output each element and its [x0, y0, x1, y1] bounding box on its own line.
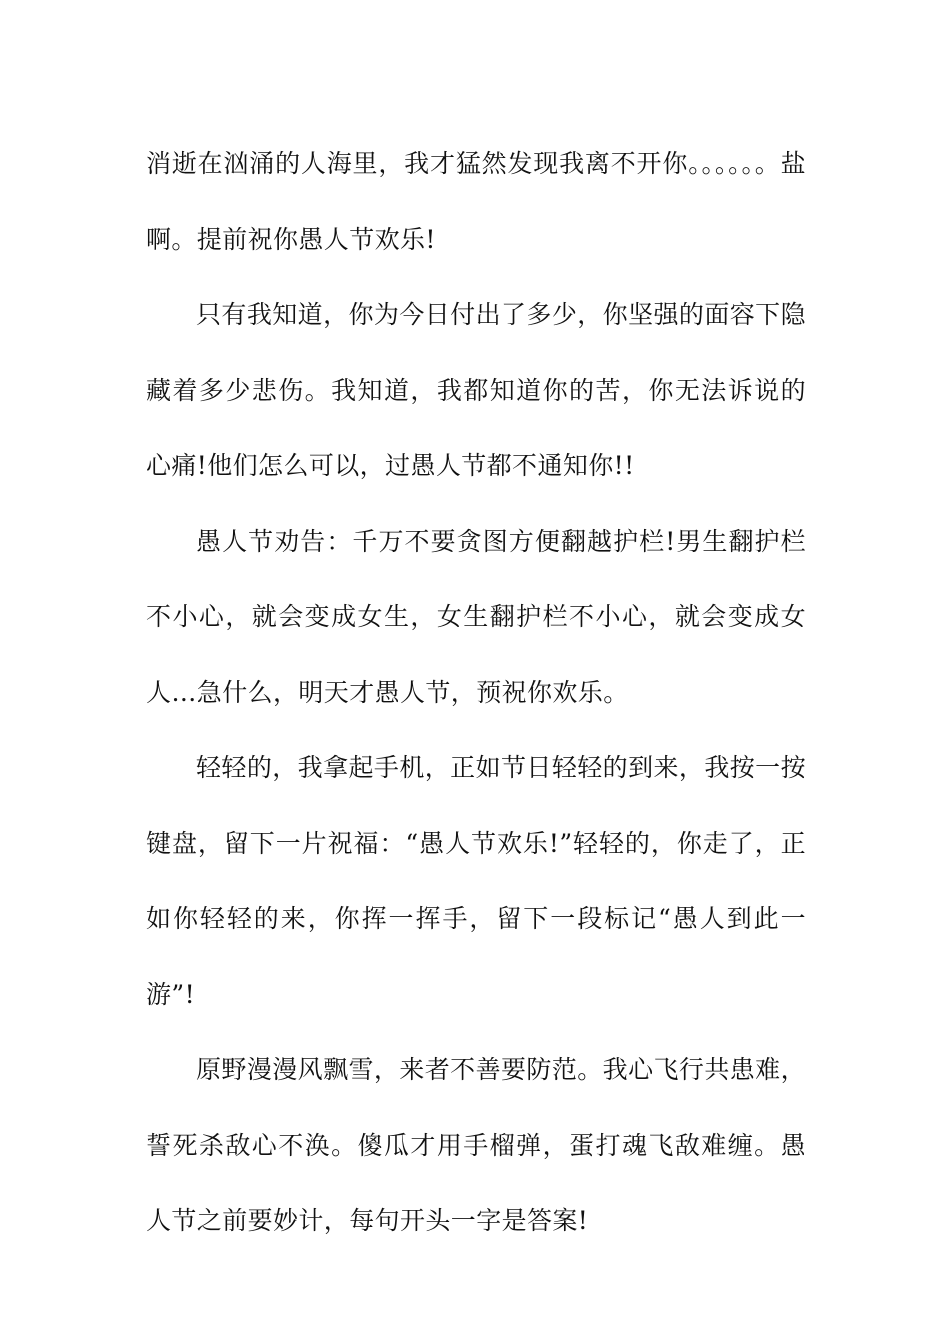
paragraph-4: 轻轻的，我拿起手机，正如节日轻轻的到来，我按一按键盘，留下一片祝福：“愚人节欢乐!”轻轻的，你走了，正如你轻轻的来，你挥一挥手，留下一段标记“愚人到此一游”!	[146, 753, 806, 1009]
paragraph-3: 愚人节劝告：千万不要贪图方便翻越护栏!男生翻护栏不小心，就会变成女生，女生翻护栏不小心，就会变成女人…急什么，明天才愚人节，预祝你欢乐。	[146, 526, 806, 707]
document-body	[146, 126, 806, 1259]
paragraph-2: 只有我知道，你为今日付出了多少，你坚强的面容下隐藏着多少悲伤。我知道，我都知道你的苦，你无法诉说的心痛!他们怎么可以，过愚人节都不通知你!!	[146, 300, 806, 480]
paragraph-1: 消逝在汹涌的人海里，我才猛然发现我离不开你。。。。。。盐啊。提前祝你愚人节欢乐!	[146, 149, 806, 254]
paragraph-5: 原野漫漫风飘雪，来者不善要防范。我心飞行共患难，誓死杀敌心不涣。傻瓜才用手榴弹，蛋打魂飞敌难缠。愚人节之前要妙计，每句开头一字是答案!	[146, 1055, 806, 1235]
